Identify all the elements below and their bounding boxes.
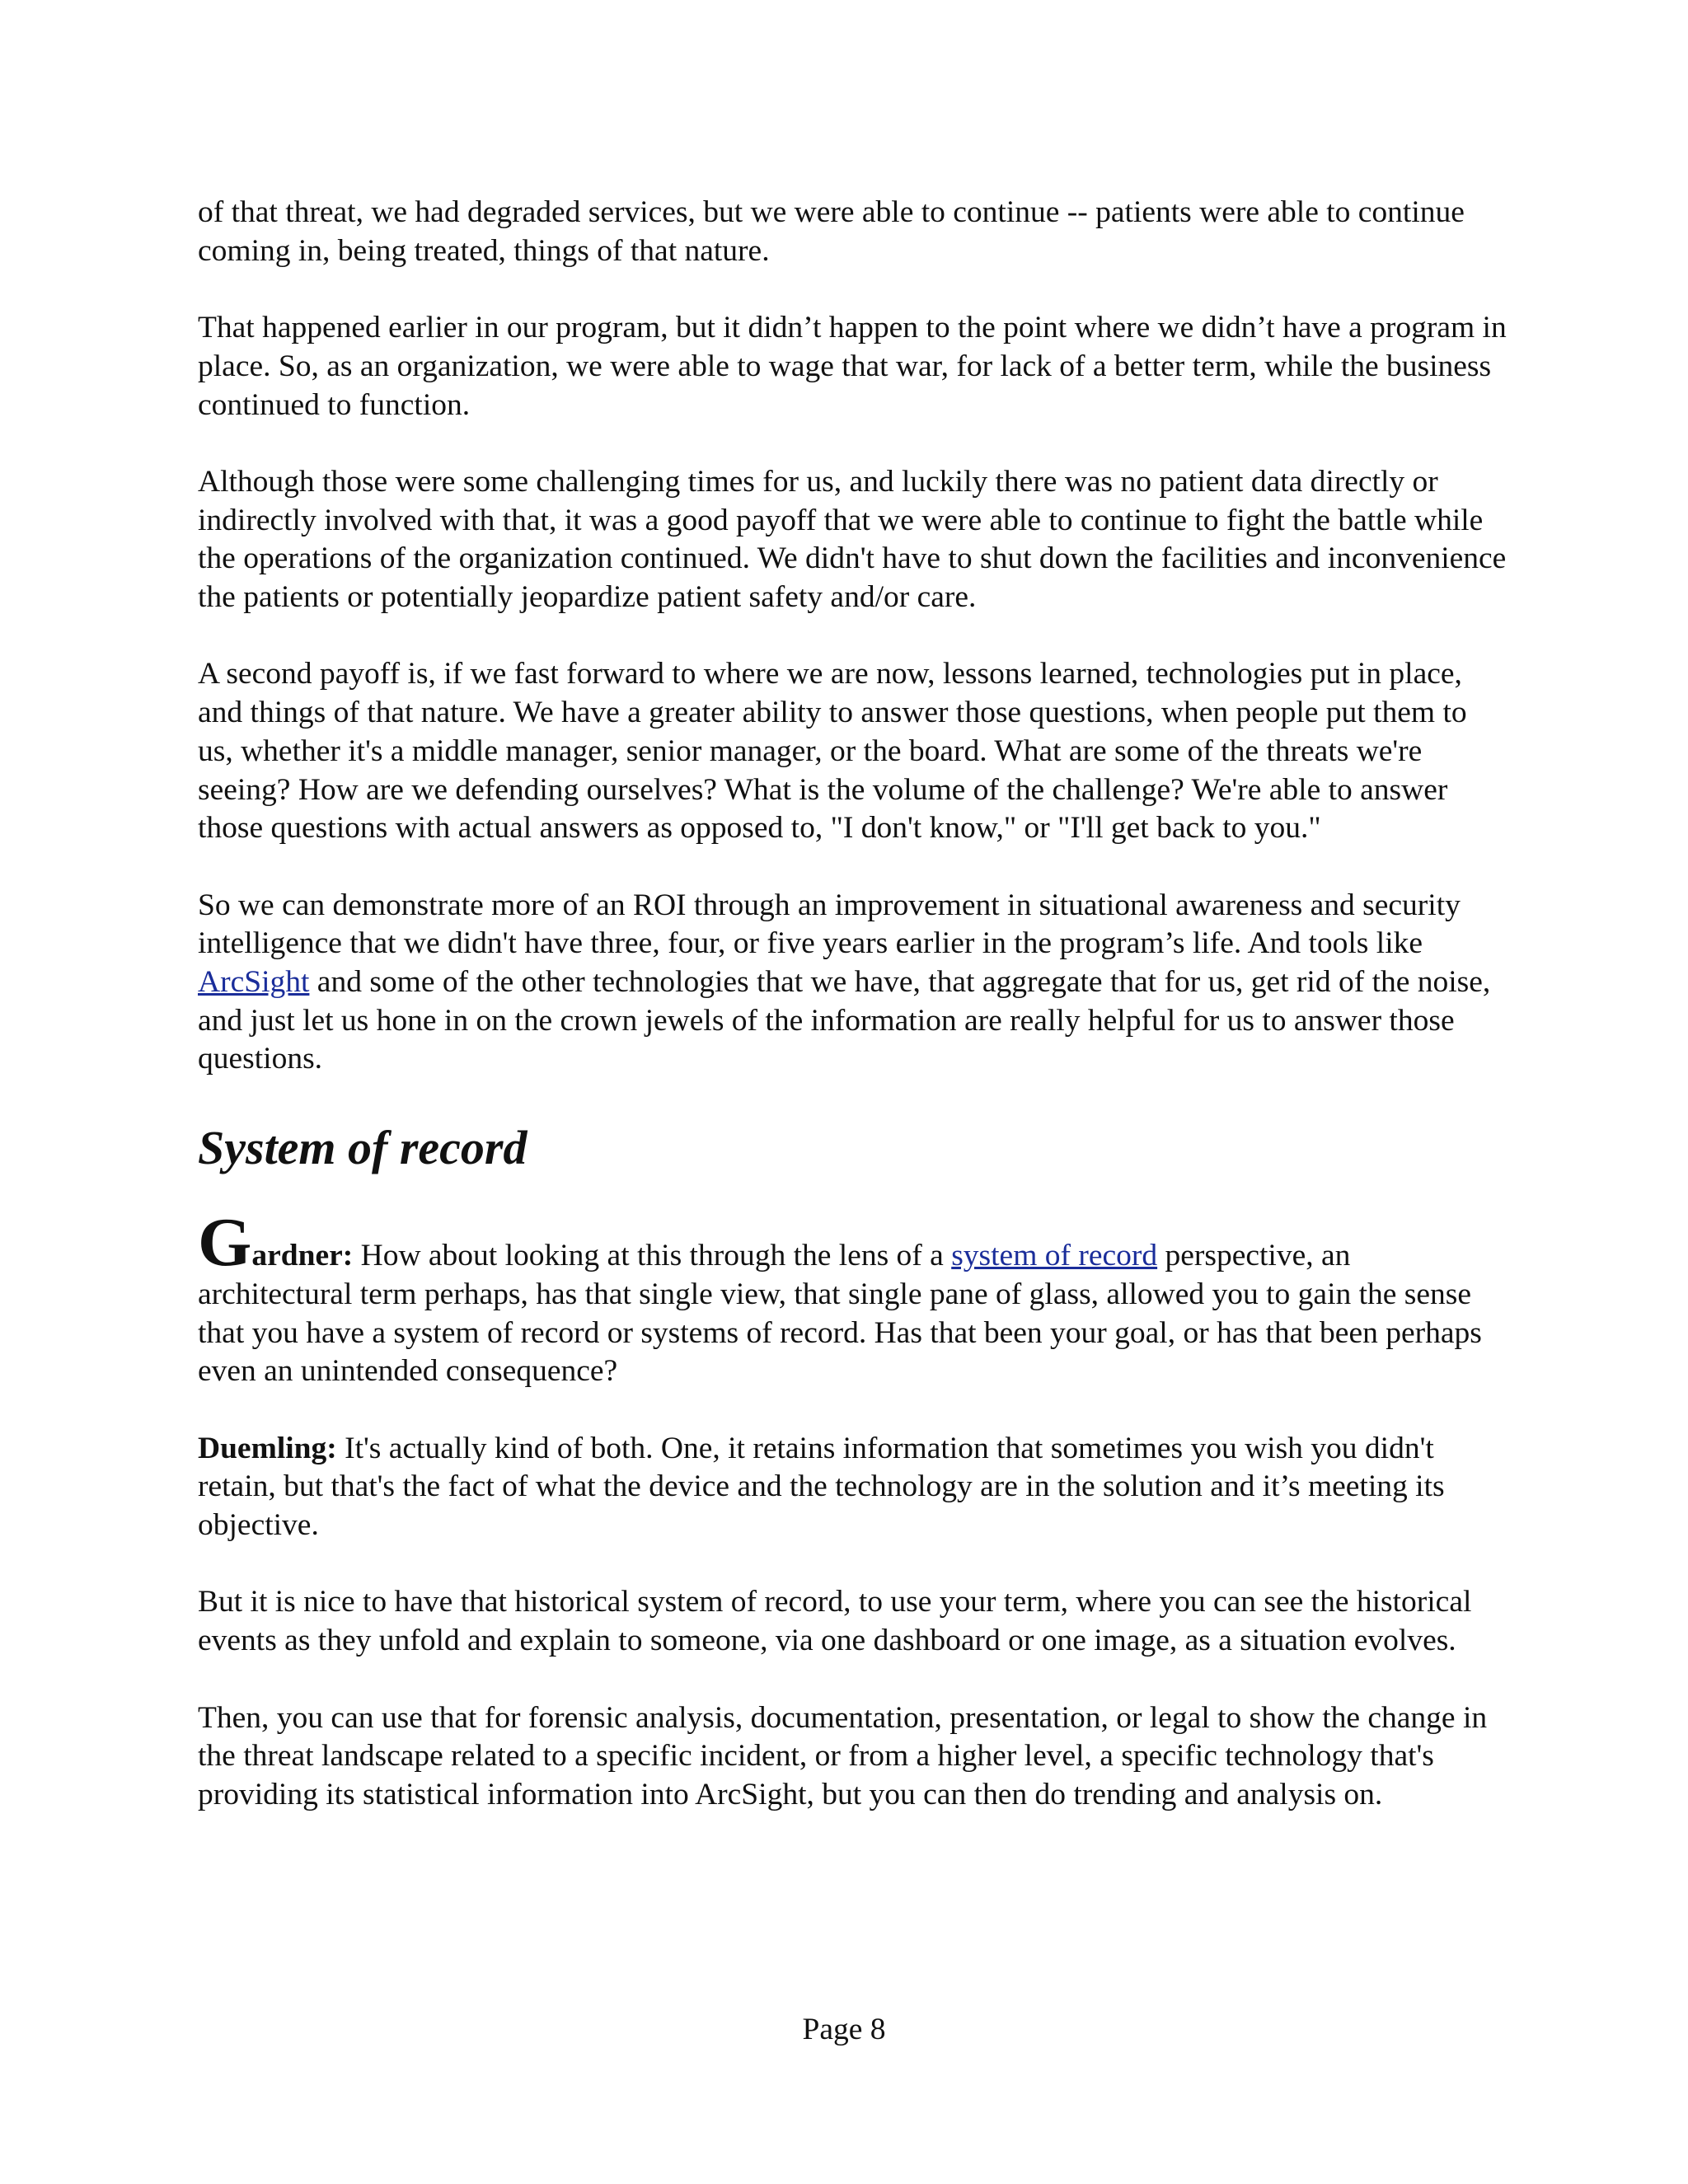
paragraph-historical-record: But it is nice to have that historical system of record, to use your term, where you can see the historical events as they unfold and explain to someone, via one dashboard or one image, as a situation evolves. (198, 1585, 1472, 1658)
document-page (198, 194, 1508, 1815)
gardner-text-before: How about looking at this through the lens of a (353, 1239, 952, 1273)
arcsight-link[interactable]: ArcSight (198, 965, 310, 999)
paragraph-forensic-analysis: Then, you can use that for forensic analysis, documentation, presentation, or legal to show the change in the threat landscape related to a specific incident, or from a higher level, a specific technology that's providing its statistical information into ArcSight, but you can then do trending and analysis on. (198, 1700, 1488, 1811)
gardner-text-after: perspective, an architectural term perhaps, has that single view, that single pane of glass, allowed you to gain the sense that you have a system of record or systems of record. Has that been your goal, or has that been perhaps even an unintended consequence? (198, 1239, 1482, 1389)
speaker-label-gardner: ardner: (251, 1239, 354, 1273)
paragraph-duemling-answer (198, 1430, 1508, 1545)
paragraph-program-in-place: That happened earlier in our program, but it didn’t happen to the point where we didn’t have a program in place. So, as an organization, we were able to wage that war, for lack of a better term, while the business continued to function. (198, 311, 1507, 422)
paragraph-threat-continuation: of that threat, we had degraded services, but we were able to continue -- patients were able to continue coming in, being treated, things of that nature. (198, 195, 1465, 268)
paragraph-gardner-question (198, 1204, 1508, 1391)
paragraph-challenging-times: Although those were some challenging times for us, and luckily there was no patient data directly or indirectly involved with that, it was a good payoff that we were able to continue to fight the battle while the operations of the organization continued. We didn't have to shut down the facilities and inconvenience the patients or potentially jeopardize patient safety and/or care. (198, 464, 1507, 614)
duemling-text: It's actually kind of both. One, it retains information that sometimes you wish you didn't retain, but that's the fact of what the device and the technology are in the solution and it’s meeting its objective. (198, 1431, 1445, 1543)
paragraph-roi (198, 887, 1508, 1080)
paragraph-roi-text-after: and some of the other technologies that we have, that aggregate that for us, get rid of the noise, and just let us hone in on the crown jewels of the information are really helpful for us to answer those questions. (198, 965, 1491, 1076)
speaker-label-duemling: Duemling: (198, 1431, 337, 1465)
section-heading: System of record (198, 1121, 528, 1175)
paragraph-roi-text-before: So we can demonstrate more of an ROI through an improvement in situational awareness and security intelligence that we didn't have three, four, or five years earlier in the program’s life. And tools like (198, 888, 1461, 961)
page-number: Page 8 (802, 2013, 886, 2046)
paragraph-second-payoff: A second payoff is, if we fast forward to where we are now, lessons learned, technologies put in place, and things of that nature. We have a greater ability to answer those questions, when people put them to us, whether it's a middle manager, senior manager, or the board. What are some of the threats we're seeing? How are we defending ourselves? What is the volume of the challenge? We're able to answer those questions with actual answers as opposed to, "I don't know," or "I'll get back to you." (198, 657, 1467, 846)
drop-cap-letter: G (198, 1204, 252, 1282)
system-of-record-link[interactable]: system of record (951, 1239, 1158, 1273)
